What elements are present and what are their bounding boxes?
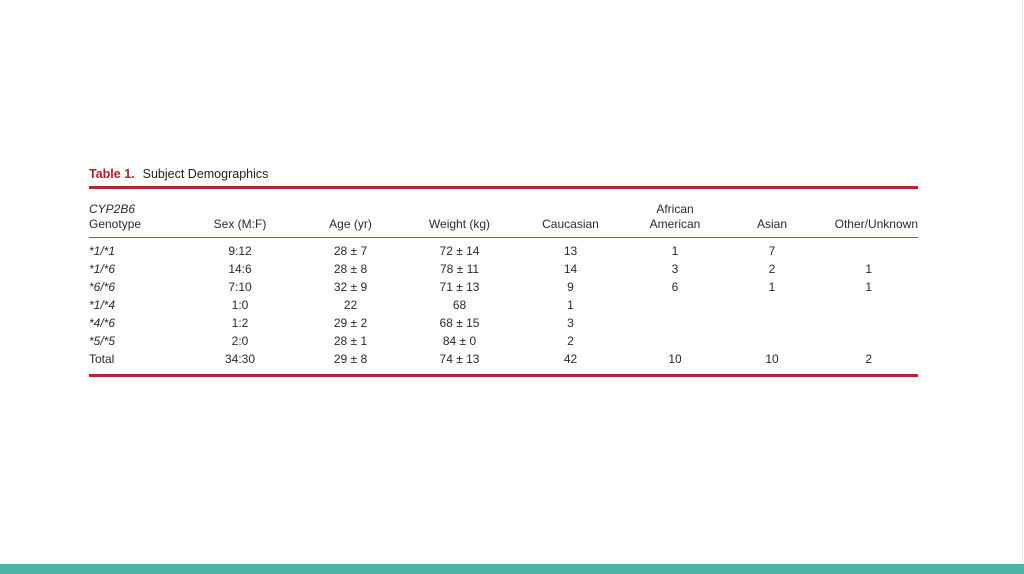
cell-genotype: *1/*4 <box>89 298 116 312</box>
cell-other-unknown <box>818 314 918 332</box>
cell-age: 29 ± 8 <box>333 352 368 366</box>
slide-footer-bar <box>0 564 1024 574</box>
cell-weight: 84 ± 0 <box>442 334 477 348</box>
table-row <box>89 278 918 296</box>
cell-african-american: 3 <box>671 262 679 276</box>
cell-caucasian: 9 <box>567 280 574 294</box>
cell-asian: 1 <box>768 280 776 294</box>
cell-caucasian: 13 <box>563 244 578 258</box>
cell-weight: 68 ± 15 <box>439 316 480 330</box>
cell-genotype: *1/*6 <box>89 262 116 276</box>
table-caption-title: Subject Demographics <box>142 167 269 181</box>
cell-other-unknown: 2 <box>865 352 872 366</box>
cell-weight: 74 ± 13 <box>439 352 480 366</box>
cell-caucasian: 3 <box>567 316 574 330</box>
cell-asian: 2 <box>768 262 776 276</box>
header-age: Age (yr) <box>329 217 372 231</box>
cell-sex: 14:6 <box>228 262 252 276</box>
table-row-total <box>89 350 918 368</box>
table <box>89 189 918 368</box>
cell-african-american <box>624 314 726 332</box>
cell-other-unknown: 1 <box>865 262 872 276</box>
table-row <box>89 238 918 260</box>
cell-caucasian: 2 <box>567 334 574 348</box>
cell-african-american: 6 <box>671 280 679 294</box>
demographics-table <box>89 164 918 377</box>
cell-sex: 9:12 <box>228 244 252 258</box>
table-row <box>89 296 918 314</box>
cell-weight: 72 ± 14 <box>439 244 480 258</box>
cell-caucasian: 1 <box>567 298 574 312</box>
cell-weight: 78 ± 11 <box>439 262 480 276</box>
header-genotype: CYP2B6 Genotype <box>89 202 142 231</box>
cell-sex: 1:2 <box>231 316 249 330</box>
cell-weight: 68 <box>452 298 467 312</box>
cell-asian <box>726 314 818 332</box>
cell-genotype: *1/*1 <box>89 244 116 258</box>
header-other-unknown: Other/Unknown <box>834 217 918 231</box>
cell-asian: 10 <box>765 352 779 366</box>
table-bottom-rule <box>89 374 918 377</box>
cell-age: 29 ± 2 <box>333 316 368 330</box>
cell-genotype: *4/*6 <box>89 316 116 330</box>
cell-age: 28 ± 8 <box>333 262 368 276</box>
cell-genotype: Total <box>89 352 115 366</box>
cell-sex: 7:10 <box>228 280 252 294</box>
header-african-american: African American <box>649 202 701 231</box>
table-row <box>89 260 918 278</box>
table-caption <box>89 164 918 184</box>
table-caption-label: Table 1. <box>89 167 135 181</box>
cell-genotype: *6/*6 <box>89 280 116 294</box>
cell-african-american <box>624 332 726 350</box>
header-asian: Asian <box>756 217 788 231</box>
cell-other-unknown <box>818 238 918 260</box>
cell-asian <box>726 332 818 350</box>
cell-african-american: 1 <box>671 244 679 258</box>
cell-genotype: *5/*5 <box>89 334 116 348</box>
header-weight: Weight (kg) <box>428 217 491 231</box>
cell-caucasian: 14 <box>563 262 578 276</box>
cell-other-unknown <box>818 332 918 350</box>
cell-sex: 1:0 <box>231 298 249 312</box>
cell-other-unknown: 1 <box>865 280 872 294</box>
table-row <box>89 332 918 350</box>
header-sex: Sex (M:F) <box>213 217 267 231</box>
cell-age: 28 ± 7 <box>333 244 368 258</box>
cell-asian <box>726 296 818 314</box>
table-header-row <box>89 189 918 237</box>
cell-african-american: 10 <box>668 352 682 366</box>
cell-caucasian: 42 <box>563 352 578 366</box>
cell-sex: 2:0 <box>231 334 249 348</box>
table-body <box>89 238 918 368</box>
table-row <box>89 314 918 332</box>
cell-age: 22 <box>343 298 358 312</box>
cell-weight: 71 ± 13 <box>439 280 480 294</box>
cell-sex: 34:30 <box>224 352 256 366</box>
cell-other-unknown <box>818 296 918 314</box>
header-caucasian: Caucasian <box>542 217 599 231</box>
cell-age: 28 ± 1 <box>333 334 368 348</box>
cell-age: 32 ± 9 <box>333 280 368 294</box>
cell-african-american <box>624 296 726 314</box>
cell-asian: 7 <box>768 244 776 258</box>
